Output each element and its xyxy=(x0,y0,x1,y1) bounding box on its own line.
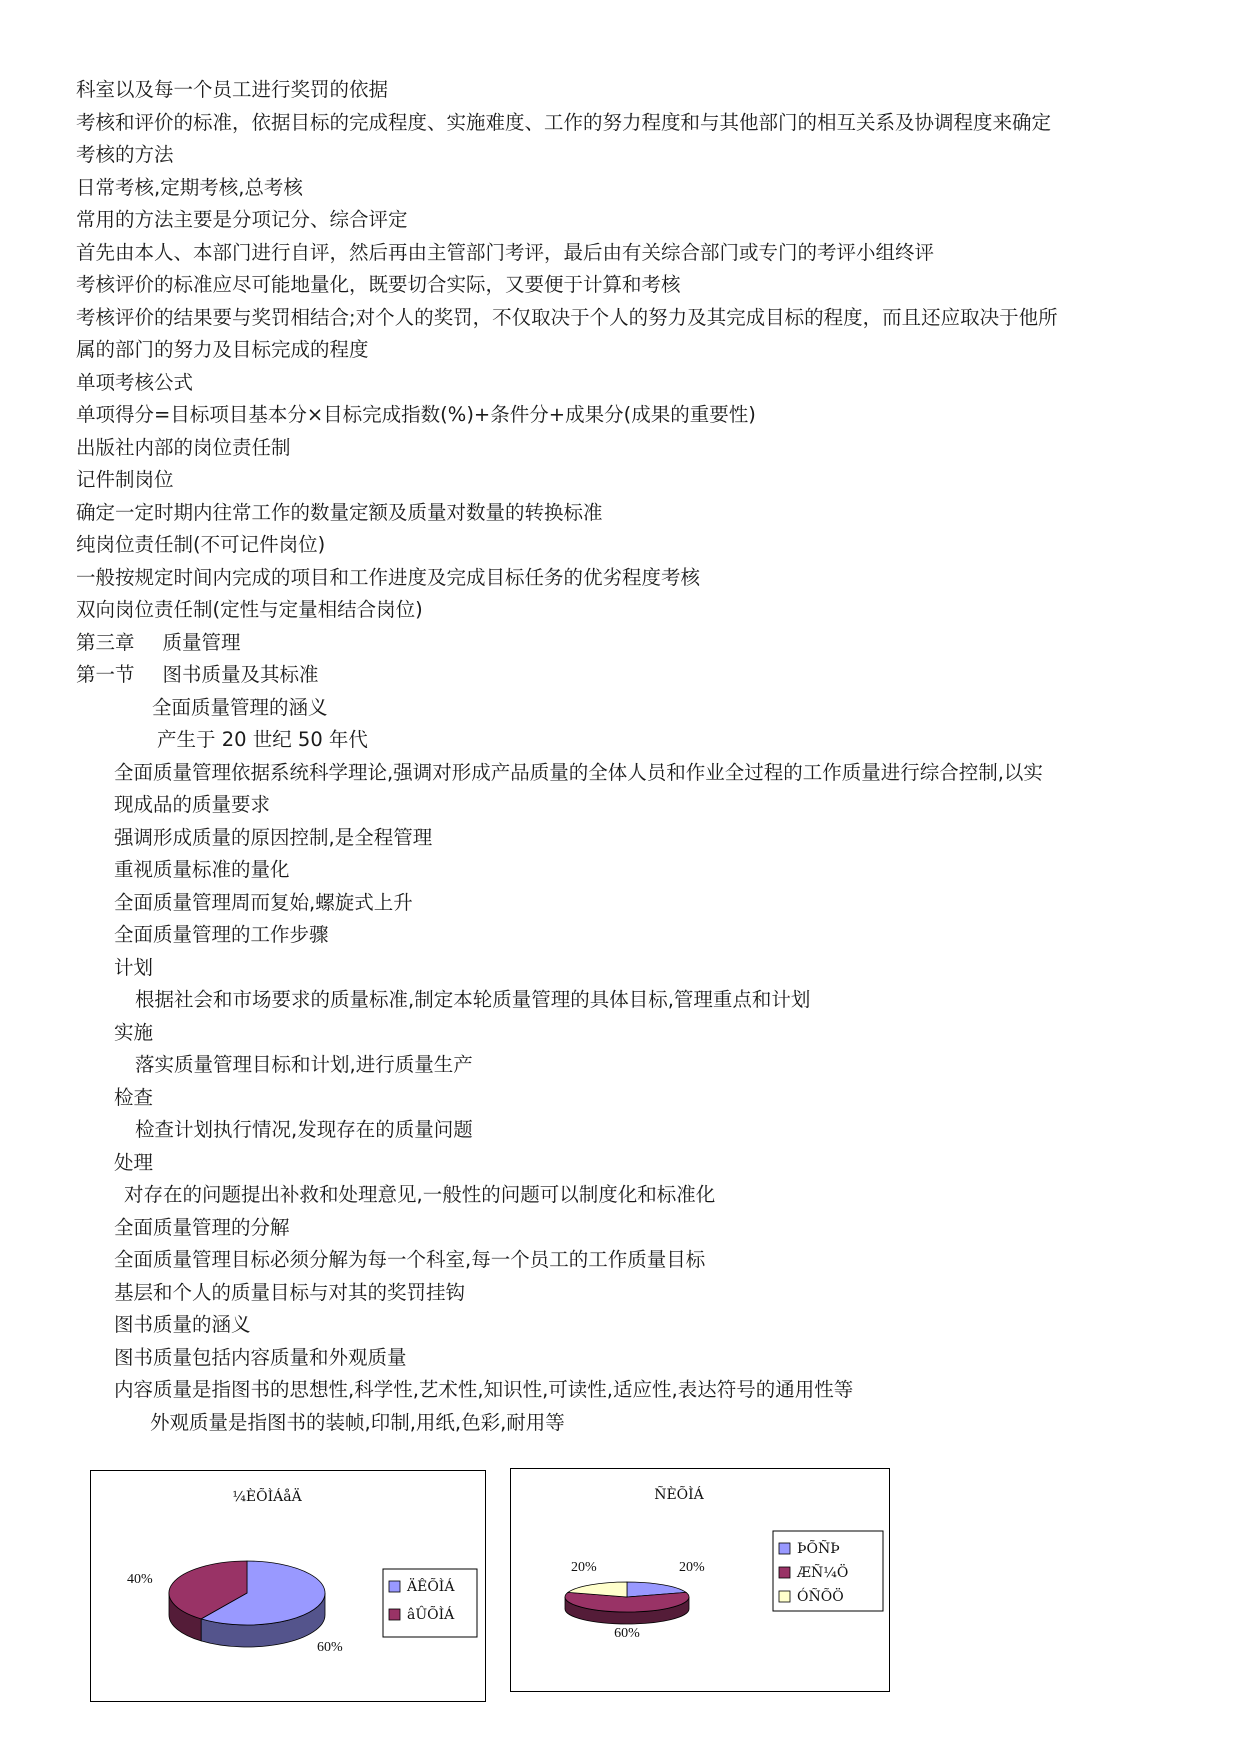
legend-entry: ÓÑÕÖ xyxy=(797,1589,844,1605)
text-line xyxy=(0,562,1241,595)
text-line xyxy=(0,1082,1241,1115)
line-text: 强调形成质量的原因控制,是全程管理 xyxy=(114,825,433,849)
line-text: 处理 xyxy=(114,1150,154,1174)
line-text: 首先由本人、本部门进行自评，然后再由主管部门考评，最后由有关综合部门或专门的考评小组终评 xyxy=(76,240,935,264)
line-text: 重视质量标准的量化 xyxy=(114,858,290,881)
line-text: 现成品的质量要求 xyxy=(114,793,271,816)
text-line xyxy=(0,1179,1241,1212)
line-text: 实施 xyxy=(114,1020,154,1044)
text-line xyxy=(0,724,1241,757)
line-heading-text: 图书质量及其标准 xyxy=(162,663,319,686)
line-text: 科室以及每一个员工进行奖罚的依据 xyxy=(76,78,389,101)
text-line xyxy=(0,1147,1241,1180)
legend-entry: âÛÕÌÁ xyxy=(407,1607,455,1623)
line-text: 检查计划执行情况,发现存在的质量问题 xyxy=(135,1118,473,1141)
text-line xyxy=(0,334,1241,367)
line-text: 对存在的问题提出补救和处理意见,一般性的问题可以制度化和标准化 xyxy=(124,1183,716,1206)
chart-box-1 xyxy=(90,1470,486,1702)
text-line xyxy=(0,919,1241,952)
text-line xyxy=(0,172,1241,205)
line-text: 单项得分=目标项目基本分×目标完成指数(%)+条件分+成果分(成果的重要性) xyxy=(76,403,756,426)
line-text: 双向岗位责任制(定性与定量相结合岗位) xyxy=(76,598,423,621)
line-text: 图书质量的涵义 xyxy=(114,1313,251,1336)
line-text: 记件制岗位 xyxy=(76,468,174,491)
line-text: 内容质量是指图书的思想性,科学性,艺术性,知识性,可读性,适应性,表达符号的通用性等 xyxy=(114,1378,854,1401)
line-text: 检查 xyxy=(114,1085,154,1109)
line-text: 考核评价的标准应尽可能地量化，既要切合实际，又要便于计算和考核 xyxy=(76,273,681,296)
text-line xyxy=(0,757,1241,790)
text-line xyxy=(0,1277,1241,1310)
text-line xyxy=(0,659,1241,692)
text-line xyxy=(0,1342,1241,1375)
text-line xyxy=(0,367,1241,400)
text-line xyxy=(0,269,1241,302)
text-line xyxy=(0,627,1241,660)
text-line xyxy=(0,302,1241,335)
text-line xyxy=(0,789,1241,822)
legend-swatch xyxy=(389,1609,400,1620)
pie-chart-1 xyxy=(91,1471,487,1703)
line-text: 第三章 xyxy=(76,630,135,654)
text-line xyxy=(0,1374,1241,1407)
line-text: 出版社内部的岗位责任制 xyxy=(76,435,291,459)
line-text: 一般按规定时间内完成的项目和工作进度及完成目标任务的优劣程度考核 xyxy=(76,565,701,589)
line-text: 外观质量是指图书的装帧,印制,用纸,色彩,耐用等 xyxy=(150,1410,565,1434)
pie-chart-2 xyxy=(511,1469,891,1693)
line-text: 考核和评价的标准，依据目标的完成程度、实施难度、工作的努力程度和与其他部门的相互关系及协调程度来确定 xyxy=(76,110,1052,134)
line-text: 全面质量管理周而复始,螺旋式上升 xyxy=(114,890,413,914)
line-text: 全面质量管理的工作步骤 xyxy=(114,923,329,946)
text-line xyxy=(0,432,1241,465)
line-text: 基层和个人的质量目标与对其的奖罚挂钩 xyxy=(114,1280,466,1304)
line-text: 全面质量管理目标必须分解为每一个科室,每一个员工的工作质量目标 xyxy=(114,1248,706,1271)
text-line xyxy=(0,74,1241,107)
legend-swatch xyxy=(389,1581,400,1592)
legend-swatch xyxy=(779,1543,790,1554)
line-text: 全面质量管理的涵义 xyxy=(152,695,328,719)
text-line xyxy=(0,529,1241,562)
text-line xyxy=(0,1407,1241,1440)
line-text: 单项考核公式 xyxy=(76,370,194,394)
line-text: 确定一定时期内往常工作的数量定额及质量对数量的转换标准 xyxy=(76,500,603,524)
line-text: 全面质量管理的分解 xyxy=(114,1215,290,1239)
line-text: 日常考核,定期考核,总考核 xyxy=(76,175,303,199)
legend-entry: ÞÕÑÞ xyxy=(797,1541,840,1557)
text-line xyxy=(0,1309,1241,1342)
text-line xyxy=(0,1017,1241,1050)
text-line xyxy=(0,952,1241,985)
line-text: 考核评价的结果要与奖罚相结合;对个人的奖罚，不仅取决于个人的努力及其完成目标的程度，而且还应取决于他所 xyxy=(76,305,1058,329)
text-line xyxy=(0,854,1241,887)
text-line xyxy=(0,464,1241,497)
text-line xyxy=(0,594,1241,627)
data-label: 60% xyxy=(317,1640,343,1655)
text-line xyxy=(0,887,1241,920)
line-text: 属的部门的努力及目标完成的程度 xyxy=(76,338,369,361)
line-text: 考核的方法 xyxy=(76,143,174,166)
text-line xyxy=(0,692,1241,725)
legend-swatch xyxy=(779,1591,790,1602)
line-text: 落实质量管理目标和计划,进行质量生产 xyxy=(135,1053,473,1076)
text-line xyxy=(0,1114,1241,1147)
line-heading-text: 质量管理 xyxy=(162,630,241,654)
text-line xyxy=(0,1212,1241,1245)
legend-entry: ÆÑ¼Ö xyxy=(797,1565,849,1581)
line-text: 常用的方法主要是分项记分、综合评定 xyxy=(76,208,408,231)
chart-title: ÑÈÕÌÁ xyxy=(654,1487,704,1503)
line-text: 纯岗位责任制(不可记件岗位) xyxy=(76,533,326,556)
chart-box-2 xyxy=(510,1468,890,1692)
text-line xyxy=(0,204,1241,237)
line-text: 计划 xyxy=(114,955,154,979)
line-text: 根据社会和市场要求的质量标准,制定本轮质量管理的具体目标,管理重点和计划 xyxy=(135,988,811,1011)
line-text: 产生于 20 世纪 50 年代 xyxy=(157,728,368,751)
data-label: 20% xyxy=(571,1560,597,1575)
text-line xyxy=(0,822,1241,855)
legend-swatch xyxy=(779,1567,790,1578)
data-label: 60% xyxy=(614,1626,640,1641)
text-line xyxy=(0,139,1241,172)
text-line xyxy=(0,399,1241,432)
document-body xyxy=(0,74,1241,1439)
line-text: 图书质量包括内容质量和外观质量 xyxy=(114,1345,407,1369)
line-text: 全面质量管理依据系统科学理论,强调对形成产品质量的全体人员和作业全过程的工作质量进行综合控制,以实 xyxy=(114,760,1043,784)
text-line xyxy=(0,1049,1241,1082)
legend-entry: ÄÊÕÌÁ xyxy=(407,1579,455,1595)
text-line xyxy=(0,237,1241,270)
text-line xyxy=(0,497,1241,530)
line-text: 第一节 xyxy=(76,663,135,686)
chart-title: ¼ÈÕÌÁåÄ xyxy=(232,1489,302,1505)
text-line xyxy=(0,1244,1241,1277)
text-line xyxy=(0,107,1241,140)
text-line xyxy=(0,984,1241,1017)
data-label: 40% xyxy=(127,1572,153,1587)
data-label: 20% xyxy=(679,1560,705,1575)
